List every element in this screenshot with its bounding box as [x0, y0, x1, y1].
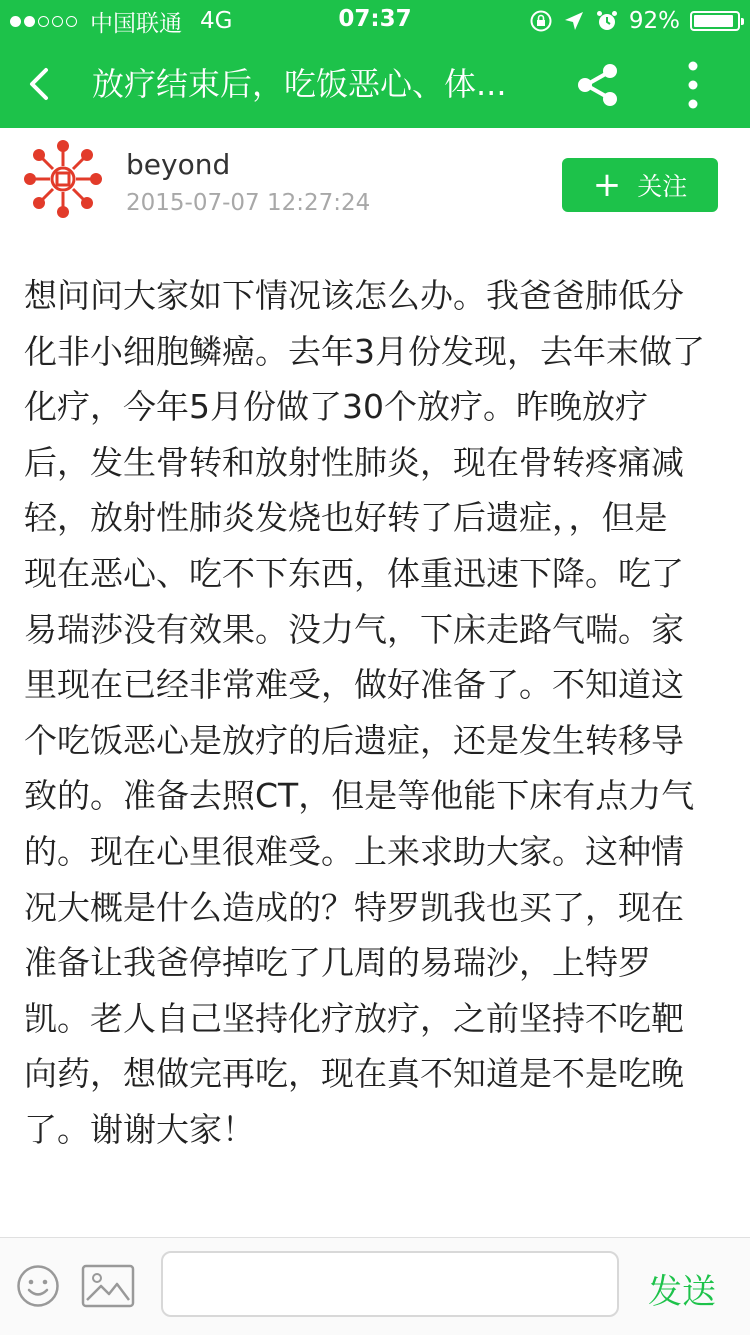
post-body-line: 准备让我爸停掉吃了几周的易瑞沙，上特罗 — [24, 943, 651, 983]
post-body-line: 轻，放射性肺炎发烧也好转了后遗症，，但是 — [24, 498, 668, 538]
battery-percent: 92% — [628, 8, 680, 34]
post-body-line: 况大概是什么造成的？特罗凯我也买了，现在 — [24, 887, 684, 927]
battery-icon — [690, 11, 740, 31]
follow-button[interactable] — [562, 158, 718, 212]
status-bar — [0, 0, 750, 40]
post-body-line: 想问问大家如下情况该怎么办。我爸爸肺低分 — [24, 276, 684, 315]
post-body-line: 后，发生骨转和放射性肺炎，现在骨转疼痛减 — [24, 442, 684, 482]
alarm-icon — [595, 9, 619, 33]
page-title: 放疗结束后，吃饭恶心、体... — [92, 65, 507, 103]
author-header — [0, 128, 750, 233]
post-body-line: 向药，想做完再吃，现在真不知道是不是吃晚 — [24, 1054, 684, 1094]
image-icon[interactable] — [81, 1264, 135, 1308]
share-icon[interactable] — [575, 62, 621, 108]
post-timestamp: 2015-07-07 12:27:24 — [126, 190, 371, 216]
carrier-name: 中国联通 — [90, 10, 182, 37]
post-body-line: 里现在已经非常难受，做好准备了。不知道这 — [24, 665, 684, 705]
rotation-lock-icon — [529, 9, 553, 33]
author-name[interactable]: beyond — [126, 148, 231, 181]
post-body-line: 了。谢谢大家！ — [24, 1109, 255, 1149]
post-body-line: 化非小细胞鳞癌。去年3月份发现，去年末做了 — [24, 331, 705, 371]
follow-label: 关注 — [637, 172, 688, 201]
send-button[interactable]: 发送 — [648, 1272, 716, 1312]
reply-input[interactable] — [161, 1251, 619, 1317]
plus-icon: + — [592, 165, 622, 205]
status-time: 07:37 — [338, 6, 412, 32]
reply-bar — [0, 1237, 750, 1335]
more-vertical-icon[interactable] — [678, 58, 708, 112]
post-body-line: 易瑞莎没有效果。没力气，下床走路气喘。家 — [24, 609, 684, 649]
post-body-line: 现在恶心、吃不下东西，体重迅速下降。吃了 — [24, 553, 684, 593]
post-body-line: 致的。准备去照CT，但是等他能下床有点力气 — [24, 776, 695, 816]
top-bar — [0, 0, 750, 128]
post-body-line: 化疗，今年5月份做了30个放疗。昨晚放疗 — [24, 387, 648, 427]
emoji-icon[interactable] — [16, 1264, 60, 1308]
post-body-line: 的。现在心里很难受。上来求助大家。这种情 — [24, 831, 684, 871]
location-icon — [563, 10, 585, 32]
avatar[interactable] — [22, 138, 104, 220]
post-body — [24, 268, 730, 1158]
back-chevron-icon[interactable] — [22, 62, 62, 106]
post-body-line: 个吃饭恶心是放疗的后遗症，还是发生转移导 — [24, 720, 684, 760]
post-body-line: 凯。老人自己坚持化疗放疗，之前坚持不吃靶 — [24, 998, 684, 1038]
nav-bar — [0, 40, 750, 128]
network-type: 4G — [200, 8, 233, 34]
status-right — [529, 6, 740, 36]
